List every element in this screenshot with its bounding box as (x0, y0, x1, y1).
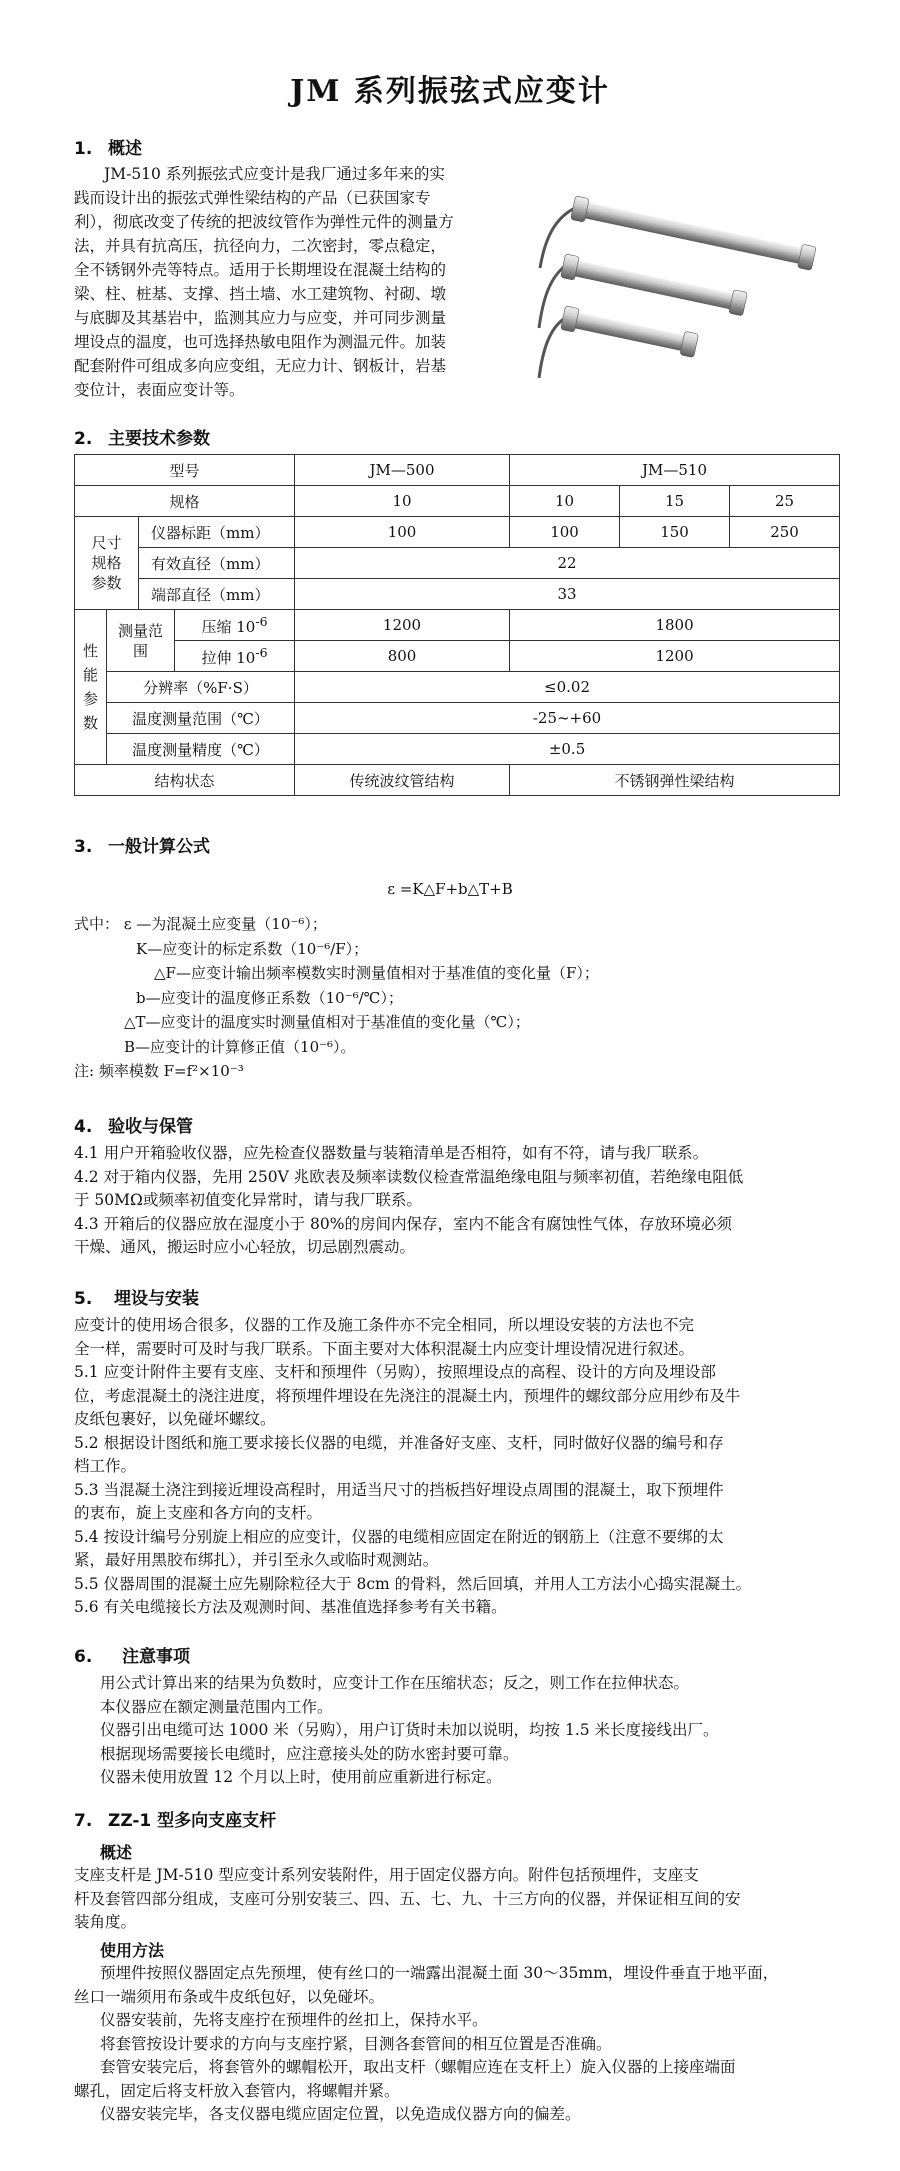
text-line: 仪器安装前，先将支座拧在预埋件的丝扣上，保持水平。 (100, 2011, 488, 2029)
strain-gauge-photo (535, 178, 830, 398)
text-line: 丝口一端须用布条或牛皮纸包好，以免碰坏。 (74, 1987, 385, 2006)
section-title: 埋设与安装 (114, 1289, 199, 1309)
section-7-heading (74, 1806, 276, 1831)
section-4-heading (74, 1112, 193, 1137)
section-title: ZZ-1 型多向支座支杆 (108, 1811, 277, 1831)
table-cell: 100 (295, 517, 510, 548)
table-row (75, 486, 840, 517)
table-cell: 800 (295, 641, 510, 672)
text-line: 螺孔，固定后将支杆放入套管内，将螺帽并紧。 (74, 2081, 400, 2100)
text-line: 变位计，表面应变计等。 (74, 381, 245, 399)
usage-method-text (74, 1962, 880, 2127)
table-cell: 1200 (510, 641, 840, 672)
text-line: 仪器引出电缆可达 1000 米（另购），用户订货时未加以说明，均按 1.5 米长度接线出厂。 (100, 1721, 719, 1739)
spec-value: 10 (510, 486, 620, 517)
range-group-label: 测量范围 (107, 610, 175, 672)
text-line: 杆及套管四部分组成，支座可分别安装三、四、五、七、九、十三方向的仪器，并保证相互间的安 (74, 1889, 741, 1908)
section-number: 1. (74, 139, 93, 159)
table-cell: ±0.5 (295, 734, 840, 765)
text-line: 皮纸包裹好，以免碰坏螺纹。 (74, 1410, 276, 1428)
text-line: 支座支杆是 JM-510 型应变计系列安装附件，用于固定仪器方向。附件包括预埋件，支座支 (74, 1866, 699, 1884)
section-number: 3. (74, 837, 93, 857)
spec-value: 15 (620, 486, 730, 517)
text-line: JM-510 系列振弦式应变计是我厂通过多年来的实 (104, 165, 445, 183)
text-line: 4.3 开箱后的仪器应放在湿度小于 80%的房间内保存，室内不能含有腐蚀性气体，存放环境必须 (74, 1214, 732, 1233)
section-title: 验收与保管 (108, 1117, 193, 1137)
text-line: 埋设点的温度，也可选择热敏电阻作为测温元件。加装 (74, 333, 447, 351)
table-row (75, 641, 840, 672)
text-line: 于 50MΩ或频率初值变化异常时，请与我厂联系。 (74, 1191, 422, 1209)
table-cell: -25~+60 (295, 703, 840, 734)
text-line: b—应变计的温度修正系数（10⁻⁶/℃）； (136, 988, 403, 1007)
gauge-length-label: 仪器标距（mm） (139, 517, 295, 548)
text-line: 用公式计算出来的结果为负数时，应变计工作在压缩状态；反之，则工作在拉伸状态。 (100, 1674, 690, 1692)
text-line: 仪器安装完毕，各支仪器电缆应固定位置，以免造成仪器方向的偏差。 (100, 2105, 581, 2123)
temp-accuracy-label: 温度测量精度（℃） (107, 734, 295, 765)
table-row (75, 517, 840, 548)
spec-value: 10 (295, 486, 510, 517)
installation-section-text (74, 1314, 854, 1620)
model-b: JM—510 (510, 455, 840, 486)
table-cell: 1200 (295, 610, 510, 641)
table-cell: 1800 (510, 610, 840, 641)
table-cell: 传统波纹管结构 (295, 765, 510, 796)
text-line: 位，考虑混凝土的浇注进度，将预埋件埋设在先浇注的混凝土内，预埋件的螺纹部分应用纱布及牛 (74, 1386, 741, 1405)
section-1-heading (74, 134, 142, 159)
acceptance-section-text (74, 1142, 854, 1260)
text-line: 预埋件按照仪器固定点先预埋，使有丝口的一端露出混凝土面 30～35mm，埋设件垂直于地平面， (100, 1964, 779, 1982)
table-cell: 33 (295, 579, 840, 610)
text-line: 干燥、通风，搬运时应小心轻放，切忌剧烈震动。 (74, 1238, 416, 1256)
model-a: JM—500 (295, 455, 510, 486)
spec-table (74, 454, 840, 796)
section-3-heading (74, 832, 210, 857)
text-line: 利），彻底改变了传统的把波纹管作为弹性元件的测量方 (74, 213, 454, 231)
spec-value: 25 (730, 486, 840, 517)
overview-paragraph (74, 162, 514, 402)
section-title: 注意事项 (122, 1647, 190, 1667)
performance-group-label: 性能参数 (75, 610, 107, 765)
table-cell: 250 (730, 517, 840, 548)
table-row (75, 455, 840, 486)
document-title: JM 系列振弦式应变计 (290, 74, 610, 109)
table-cell: 22 (295, 548, 840, 579)
exponent: -6 (255, 613, 268, 629)
model-label: 型号 (75, 455, 295, 486)
text-line: 法，并具有抗高压，抗径向力，二次密封，零点稳定， (74, 237, 447, 255)
section-2-heading (74, 424, 210, 449)
text-line: 根据现场需要接长电缆时，应注意接头处的防水密封要可靠。 (100, 1744, 519, 1763)
text-line: 本仪器应在额定测量范围内工作。 (100, 1697, 333, 1716)
text-line: △F—应变计输出频率模数实时测量值相对于基准值的变化量（F）； (154, 964, 599, 982)
table-cell: 100 (510, 517, 620, 548)
text-line: 将套管按设计要求的方向与支座拧紧，目测各套管间的相互位置是否准确。 (100, 2034, 612, 2053)
text-line: 5.6 有关电缆接长方法及观测时间、基准值选择参考有关书籍。 (74, 1598, 507, 1616)
text-line: 紧，最好用黑胶布绑扎），并引至永久或临时观测站。 (74, 1551, 439, 1569)
text-line: 注: 频率模数 F=f²×10⁻³ (74, 1062, 244, 1080)
support-overview-text (74, 1864, 854, 1935)
text-line: B—应变计的计算修正值（10⁻⁶）。 (124, 1037, 356, 1056)
strain-formula: ε =K△F+b△T+B (387, 880, 513, 898)
text-line: 5.3 当混凝土浇注到接近埋设高程时，用适当尺寸的挡板挡好埋设点周围的混凝土，取下预埋件 (74, 1480, 724, 1499)
text-line: 配套附件可组成多向应变组，无应力计、钢板计，岩基 (74, 357, 447, 375)
text-line: 梁、柱、桩基、支撑、挡土墙、水工建筑物、衬砌、墩 (74, 285, 447, 303)
table-cell: ≤0.02 (295, 672, 840, 703)
subsection-overview-heading: 概述 (100, 1843, 133, 1862)
end-diameter-label: 端部直径（mm） (139, 579, 295, 610)
table-row (75, 579, 840, 610)
text-line: 5.2 根据设计图纸和施工要求接长仪器的电缆，并准备好支座、支杆，同时做好仪器的编号和存 (74, 1433, 724, 1452)
compression-label: 压缩 $10^{-6}$ (175, 610, 295, 641)
table-row (75, 734, 840, 765)
resolution-label: 分辨率（%F·S） (107, 672, 295, 703)
text-line: 全不锈钢外壳等特点。适用于长期埋设在混凝土结构的 (74, 261, 447, 279)
text-line: 4.2 对于箱内仪器，先用 250V 兆欧表及频率读数仪检查常温绝缘电阻与频率初值，若绝缘电阻低 (74, 1167, 744, 1186)
dimension-group-label: 尺寸规格参数 (75, 517, 139, 610)
text-line: K—应变计的标定系数（10⁻⁶/F）； (136, 939, 369, 958)
table-cell: 不锈钢弹性梁结构 (510, 765, 840, 796)
section-6-heading (74, 1642, 190, 1667)
text-line: 践而设计出的振弦式弹性梁结构的产品（已获国家专 (74, 189, 431, 207)
table-row (75, 703, 840, 734)
spec-label: 规格 (75, 486, 295, 517)
table-row (75, 610, 840, 641)
tension-label: 拉伸 $10^{-6}$ (175, 641, 295, 672)
section-title: 主要技术参数 (108, 429, 210, 449)
text-line: 全一样，需要时可及时与我厂联系。下面主要对大体积混凝土内应变计埋设情况进行叙述。 (74, 1339, 695, 1358)
temp-range-label: 温度测量范围（℃） (107, 703, 295, 734)
table-row (75, 548, 840, 579)
effective-diameter-label: 有效直径（mm） (139, 548, 295, 579)
section-title: 一般计算公式 (108, 837, 210, 857)
table-cell: 150 (620, 517, 730, 548)
text-line: 仪器未使用放置 12 个月以上时，使用前应重新进行标定。 (100, 1768, 502, 1786)
notes-section-text (100, 1672, 880, 1790)
section-5-heading (74, 1284, 199, 1309)
section-number: 6. (74, 1647, 93, 1667)
text-line: △T—应变计的温度实时测量值相对于基准值的变化量（℃）； (124, 1013, 530, 1031)
section-number: 2. (74, 429, 93, 449)
text-line: 4.1 用户开箱验收仪器，应先检查仪器数量与装箱清单是否相符，如有不符，请与我厂联系。 (74, 1144, 709, 1162)
section-number: 7. (74, 1811, 93, 1831)
section-title: 概述 (108, 139, 142, 159)
text-line: 式中： ε —为混凝土应变量（10⁻⁶）； (74, 915, 327, 933)
text-line: 应变计的使用场合很多，仪器的工作及施工条件亦不完全相同，所以埋设安装的方法也不完 (74, 1316, 695, 1334)
formula-variables (74, 912, 599, 1084)
text-line: 套管安装完后，将套管外的螺帽松开，取出支杆（螺帽应连在支杆上）旋入仪器的上接座端面 (100, 2058, 736, 2076)
table-row (75, 765, 840, 796)
text-line: 与底脚及其基岩中，监测其应力与应变，并可同步测量 (74, 309, 447, 327)
text-line: 档工作。 (74, 1457, 137, 1475)
table-row (75, 672, 840, 703)
text-line: 5.1 应变计附件主要有支座、支杆和预埋件（另购），按照埋设点的高程、设计的方向及埋设部 (74, 1363, 716, 1381)
text-line: 的衷布，旋上支座和各方向的支杆。 (74, 1504, 323, 1522)
exponent: -6 (255, 644, 268, 660)
subsection-usage-heading: 使用方法 (100, 1941, 165, 1960)
text-line: 5.5 仪器周围的混凝土应先剔除粒径大于 8cm 的骨料，然后回填，并用人工方法小心捣实混凝土。 (74, 1574, 752, 1593)
text-line: 5.4 按设计编号分别旋上相应的应变计，仪器的电缆相应固定在附近的钢筋上（注意不要绑的太 (74, 1527, 724, 1546)
structure-label: 结构状态 (75, 765, 295, 796)
section-number: 5. (74, 1289, 93, 1309)
text-line: 装角度。 (74, 1913, 137, 1931)
section-number: 4. (74, 1117, 93, 1137)
